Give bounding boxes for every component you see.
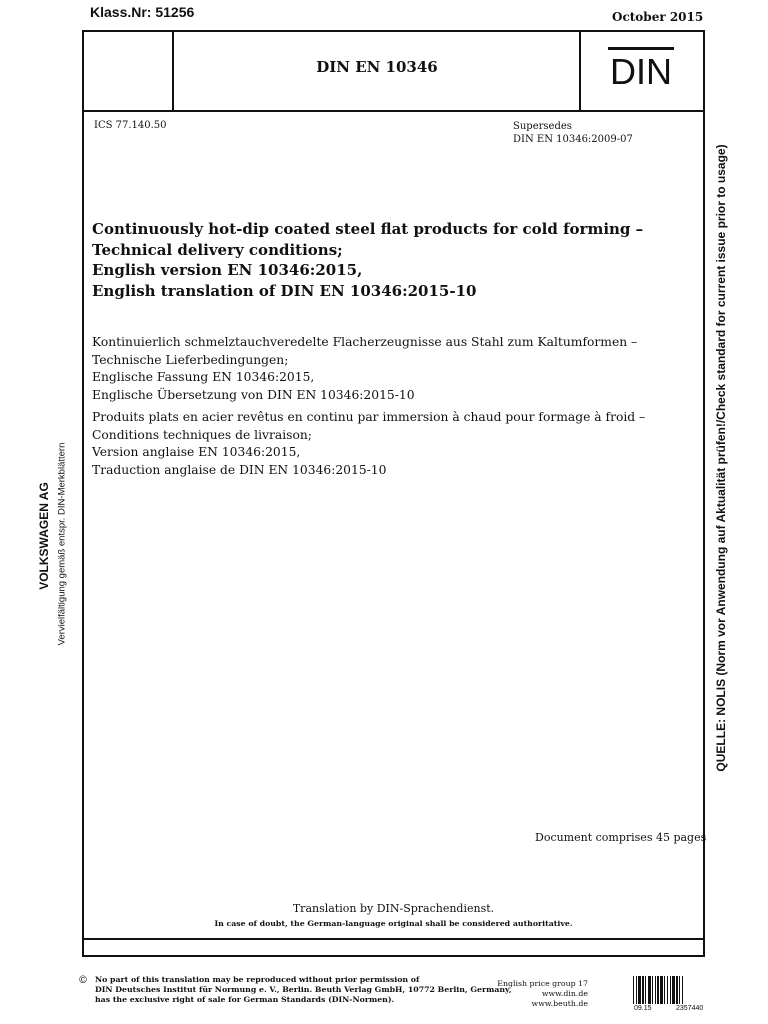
barcode-bar	[657, 976, 659, 1004]
german-title-line: Englische Übersetzung von DIN EN 10346:2015-10	[92, 387, 415, 402]
barcode-bar	[642, 976, 644, 1004]
classification-number: Klass.Nr: 51256	[90, 4, 195, 20]
barcode-bar	[638, 976, 641, 1004]
side-reproduction-note: Vervielfältigung gemäß entspr. DIN-Merkblättern	[56, 442, 68, 646]
barcode-bar	[679, 976, 680, 1004]
din-website-link[interactable]: www.din.de	[541, 989, 588, 998]
barcode-bar	[645, 976, 646, 1004]
price-group: English price group 17	[497, 979, 588, 988]
ics-code: ICS 77.140.50	[94, 120, 167, 131]
english-title	[92, 219, 692, 301]
french-title-line: Produits plats en acier revêtus en continu par immersion à chaud pour formage à froid –	[92, 410, 646, 424]
french-title-line: Traduction anglaise de DIN EN 10346:2015-10	[92, 462, 387, 477]
english-title-line: Continuously hot-dip coated steel flat products for cold forming –	[92, 220, 644, 238]
barcode-number: 2357440	[676, 1005, 704, 1012]
barcode-bar	[676, 976, 678, 1004]
french-title-line: Version anglaise EN 10346:2015,	[92, 445, 301, 460]
side-source-note: QUELLE: NOLIS (Norm vor Anwendung auf Aktualität prüfen!/Check standard for current issue prior to usage)	[714, 144, 728, 772]
barcode-bar	[660, 976, 663, 1004]
barcode-date: 09.15	[634, 1005, 652, 1012]
barcode-bar	[664, 976, 665, 1004]
barcode-bar	[667, 976, 668, 1004]
copyright-icon: ©	[78, 975, 88, 986]
barcode-bar	[636, 976, 637, 1004]
supersedes-block	[513, 120, 633, 146]
barcode-bar	[633, 976, 634, 1004]
german-title	[92, 334, 692, 404]
copyright-text	[95, 975, 512, 1005]
supersedes-label: Supersedes	[513, 121, 572, 132]
copyright-line: No part of this translation may be reproduced without prior permission of	[95, 975, 420, 984]
english-title-line: English translation of DIN EN 10346:2015-10	[92, 281, 477, 300]
english-title-line: Technical delivery conditions;	[92, 240, 343, 259]
page-count: Document comprises 45 pages	[535, 831, 707, 844]
french-title-line: Conditions techniques de livraison;	[92, 427, 312, 442]
side-company-label: VOLKSWAGEN AG	[37, 482, 51, 590]
french-title	[92, 409, 692, 479]
publication-date: October 2015	[612, 10, 704, 24]
german-title-line: Technische Lieferbedingungen;	[92, 352, 289, 367]
authority-note: In case of doubt, the German-language original shall be considered authoritative.	[214, 919, 573, 928]
barcode-bar	[682, 976, 683, 1004]
copyright-line: has the exclusive right of sale for German Standards (DIN-Normen).	[95, 995, 395, 1004]
translation-note: Translation by DIN-Sprachendienst.	[292, 902, 495, 915]
bottom-rule	[82, 938, 705, 940]
english-title-line: English version EN 10346:2015,	[92, 261, 363, 279]
din-logo-text: DIN	[610, 51, 672, 90]
barcode-bar	[672, 976, 675, 1004]
barcode-bar	[655, 976, 656, 1004]
barcode-icon	[632, 976, 708, 1004]
supersedes-value: DIN EN 10346:2009-07	[513, 134, 633, 145]
beuth-website-link[interactable]: www.beuth.de	[531, 999, 588, 1008]
price-info	[488, 979, 588, 1009]
barcode-bar	[648, 976, 651, 1004]
copyright-line: DIN Deutsches Institut für Normung e. V., Berlin. Beuth Verlag GmbH, 10772 Berlin, Germany,	[95, 985, 512, 994]
din-logo	[606, 46, 676, 90]
german-title-line: Kontinuierlich schmelztauchveredelte Flacherzeugnisse aus Stahl zum Kaltumformen –	[92, 335, 638, 349]
document-frame	[82, 30, 705, 957]
standard-number: DIN EN 10346	[316, 58, 438, 76]
barcode-bar	[652, 976, 653, 1004]
german-title-line: Englische Fassung EN 10346:2015,	[92, 370, 315, 385]
barcode-bar	[670, 976, 671, 1004]
